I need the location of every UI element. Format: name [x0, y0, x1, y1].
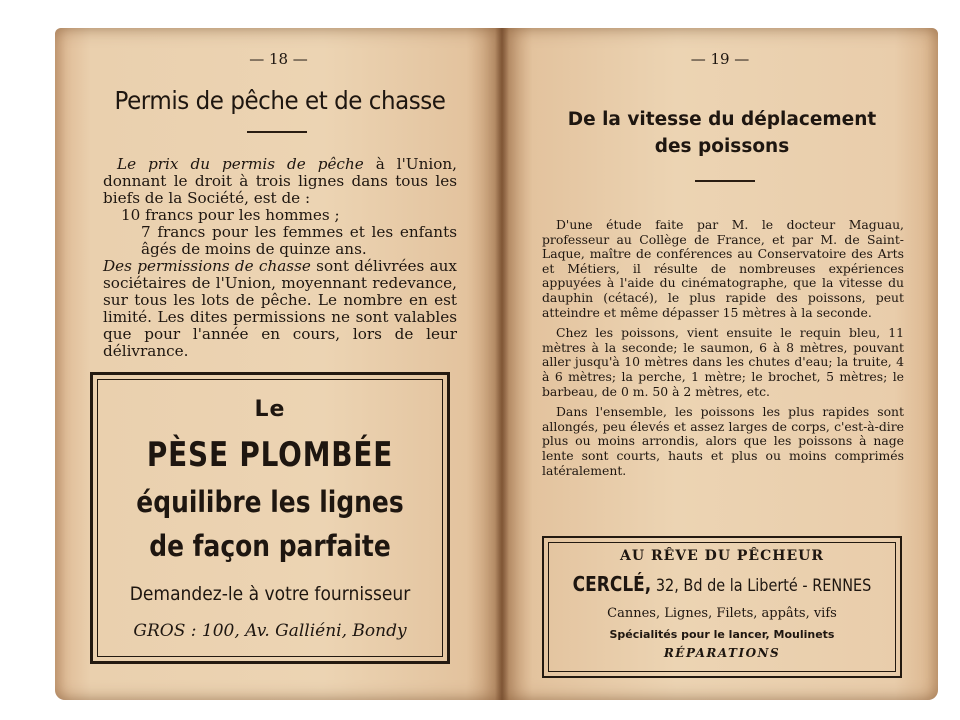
reve-du-pecheur-advertisement — [542, 536, 902, 678]
permit-paragraph-2 — [103, 258, 457, 360]
ad-line-5: Demandez-le à votre fournisseur — [129, 583, 411, 605]
fish-speed-text — [542, 218, 904, 484]
shop-address: 32, Bd de la Liberté - RENNES — [651, 576, 872, 596]
right-page-title — [532, 106, 912, 160]
fish-paragraph-3: Dans l'ensemble, les poissons les plus rapides sont allongés, peu élevés et assez larges de corps, c'est-à-dire plus ou moins arrondis, alors que les poissons à nage lente sont courts, hauts et plus ou moins comprimés latéralement. — [542, 404, 904, 478]
ad-line-3: équilibre les lignes — [136, 485, 404, 519]
shop-address-line — [571, 572, 874, 596]
ad-address: GROS : 100, Av. Galliéni, Bondy — [133, 621, 407, 641]
shop-name: AU RÊVE DU PÊCHEUR — [620, 548, 824, 564]
ad-product-name: PÈSE PLOMBÉE — [146, 435, 394, 475]
pese-plombee-advertisement — [90, 372, 450, 664]
left-page — [55, 28, 502, 700]
right-title-line-1: De la vitesse du déplacement — [567, 109, 877, 130]
permit-lead: Le prix du permis de pêche — [117, 155, 364, 173]
right-page — [502, 28, 938, 700]
page-number-left: — 18 — — [249, 50, 308, 68]
price-line-men: 10 francs pour les hommes ; — [121, 206, 340, 224]
title-rule-left — [247, 131, 307, 133]
page-number-right: — 19 — — [690, 50, 750, 68]
booklet-spread — [55, 28, 938, 700]
right-title-line-2: des poissons — [654, 136, 790, 157]
left-page-title: Permis de pêche et de chasse — [114, 86, 446, 115]
permit-text-1: à l'Union, donnant le droit à trois lignes dans tous les biefs de la Société, est de : — [103, 155, 458, 207]
ad-line-le: Le — [254, 397, 286, 422]
shop-owner: CERCLÉ, — [572, 572, 652, 596]
shop-specialties: Spécialités pour le lancer, Moulinets — [609, 628, 835, 641]
permit-text — [103, 156, 457, 360]
price-line-women: 7 francs pour les femmes et les enfants âgés de moins de quinze ans. — [141, 223, 457, 258]
permit-paragraph-1 — [103, 156, 457, 207]
ad-line-4: de façon parfaite — [149, 529, 391, 563]
permit-text-2: sont délivrées aux sociétaires de l'Union, moyennant redevance, sur tous les lots de pêche. Le nombre en est limité. Les dites permissions ne sont valables que pour l'année en cours, lors de leur délivrance. — [103, 257, 457, 360]
shop-repairs: RÉPARATIONS — [663, 646, 781, 660]
fish-paragraph-2: Chez les poissons, vient ensuite le requin bleu, 11 mètres à la seconde; le saumon, 6 à 8 mètres, pouvant aller jusqu'à 10 mètres dans les chutes d'eau; la truite, 4 à 6 mètres; la perche, 1 mètre; le brochet, 5 mètres; le barbeau, de 0 m. 50 à 2 mètres, etc. — [542, 325, 904, 399]
title-rule-right — [695, 180, 755, 182]
book-gutter — [495, 28, 509, 700]
shop-products: Cannes, Lignes, Filets, appâts, vifs — [607, 606, 837, 621]
hunting-lead: Des permissions de chasse — [103, 257, 311, 275]
fish-paragraph-1: D'une étude faite par M. le docteur Maguau, professeur au Collège de France, et par M. de Saint-Laque, maître de conférences au Conservatoire des Arts et Métiers, il résulte de nombreuses expériences appuyées à l'aide du cinématographe, que la vitesse du dauphin (cétacé), le plus rapide des poissons, peut atteindre et même dépasser 15 mètres à la seconde. — [542, 217, 904, 320]
